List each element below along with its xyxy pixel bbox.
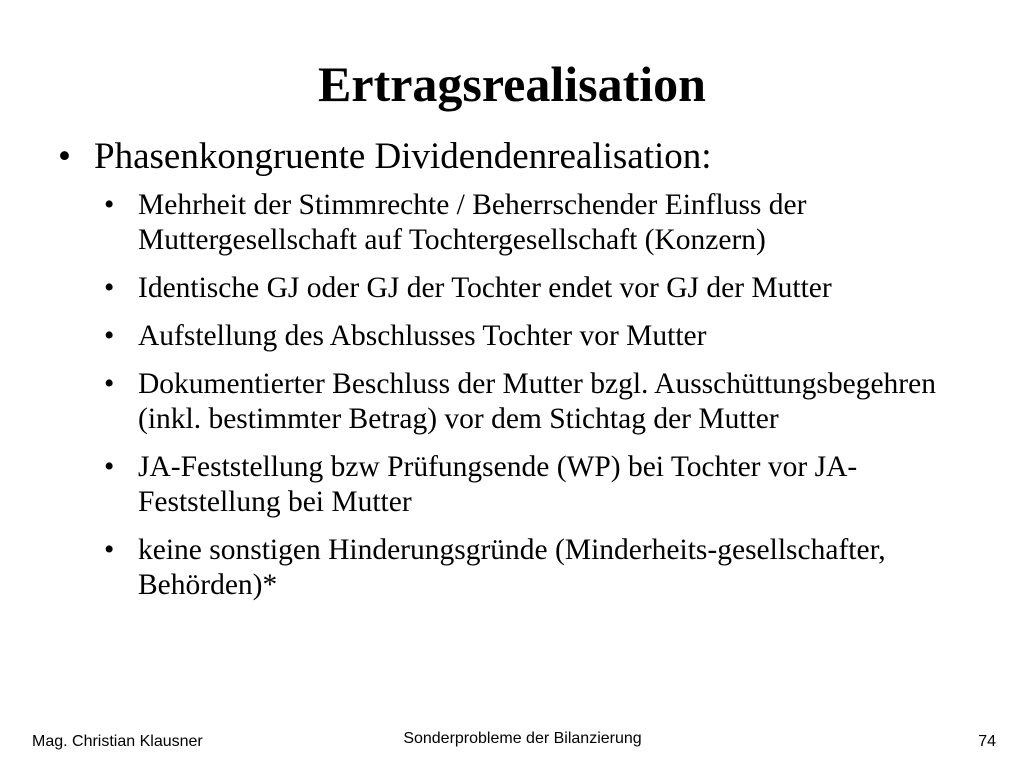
sub-bullet-text: Identische GJ oder GJ der Tochter endet vor GJ der Mutter	[138, 272, 832, 304]
main-bullet-text: Phasenkongruente Dividendenrealisation:	[94, 136, 712, 177]
slide-title: Ertragsrealisation	[318, 56, 706, 112]
bullet-glyph: •	[104, 320, 115, 352]
sub-bullet-text: JA-Feststellung bzw Prüfungsende (WP) bei Tochter vor JA-Feststellung bei Mutter	[138, 451, 858, 518]
sub-bullet-item	[104, 271, 984, 306]
bullet-glyph: •	[104, 534, 115, 566]
bullet-glyph: •	[104, 451, 115, 483]
bullet-glyph: •	[104, 272, 115, 304]
sub-bullet-item	[104, 319, 984, 354]
sub-bullet-text: keine sonstigen Hinderungsgründe (Minderheits-gesellschafter, Behörden)*	[138, 534, 886, 601]
bullet-glyph: •	[58, 136, 71, 177]
main-bullet-item	[58, 134, 998, 180]
sub-bullet-item	[104, 188, 984, 258]
bullet-glyph: •	[104, 189, 115, 221]
sub-bullet-text: Dokumentierter Beschluss der Mutter bzgl. Ausschüttungsbegehren (inkl. bestimmter Betrag) vor dem Stichtag der Mutter	[138, 368, 936, 435]
sub-bullet-item	[104, 450, 984, 520]
footer-page-number: 74	[978, 733, 996, 750]
sub-bullet-item	[104, 533, 984, 603]
bullet-glyph: •	[104, 368, 115, 400]
footer-topic: Sonderprobleme der Bilanzierung	[403, 730, 642, 747]
sub-bullet-item	[104, 367, 984, 437]
sub-bullet-list	[104, 188, 984, 616]
sub-bullet-text: Aufstellung des Abschlusses Tochter vor Mutter	[138, 320, 707, 352]
footer-author: Mag. Christian Klausner	[32, 733, 203, 750]
sub-bullet-text: Mehrheit der Stimmrechte / Beherrschender Einfluss der Muttergesellschaft auf Tochtergesellschaft (Konzern)	[138, 189, 807, 256]
